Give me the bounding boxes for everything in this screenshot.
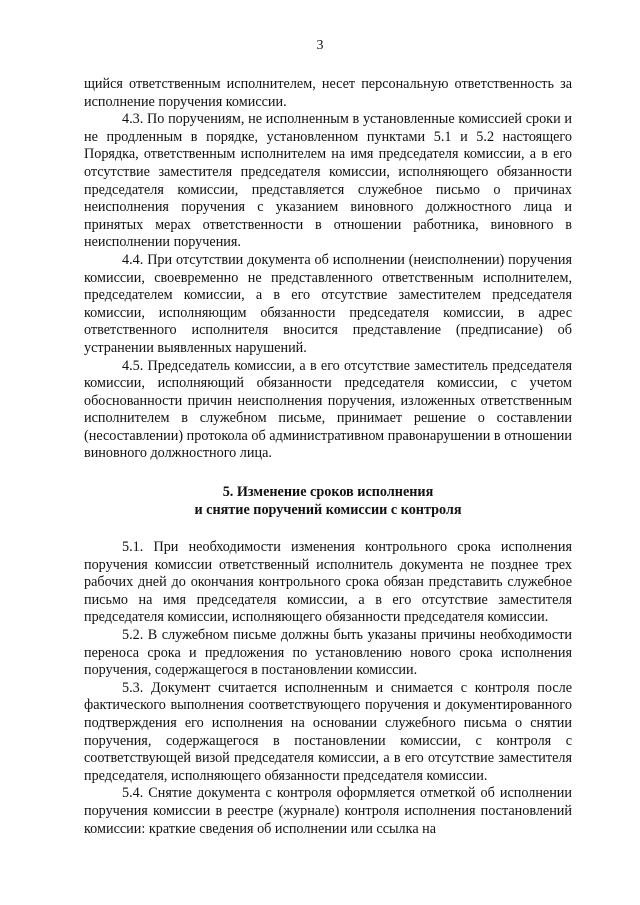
section-heading	[84, 483, 572, 519]
page-number: 3	[316, 38, 324, 53]
document-body	[84, 76, 572, 838]
paragraph-continuation: щийся ответственным исполнителем, несет персональную ответственность за исполнение поручения комиссии.	[84, 76, 572, 110]
paragraph-4-4: 4.4. При отсутствии документа об исполнении (неисполнении) поручения комиссии, своевременно не представленного ответственным исполнителем, председателем комиссии, а в его отсутствие заместителем председателя комиссии, исполняющим обязанности председателя комиссии, в адрес ответственного исполнителя вносится представление (предписание) об устранении выявленных нарушений.	[84, 251, 572, 356]
paragraph-4-3: 4.3. По поручениям, не исполненным в установленные комиссией сроки и не продленным в порядке, установленном пунктами 5.1 и 5.2 настоящего Порядка, ответственным исполнителем на имя председателя комиссии, а в его отсутствие заместителя председателя комиссии, исполняющего обязанности председателя комиссии, представляется служебное письмо о причинах неисполнения поручения с указанием виновного должностного лица и принятых мерах ответственности в отношении работника, виновного в неисполнении поручения.	[84, 111, 572, 251]
section-heading-line-1: 5. Изменение сроков исполнения	[222, 484, 434, 501]
paragraph-5-4: 5.4. Снятие документа с контроля оформляется отметкой об исполнении поручения комиссии в реестре (журнале) контроля исполнения постановлений комиссии: краткие сведения об исполнении или ссылка на	[84, 785, 572, 837]
paragraph-5-1: 5.1. При необходимости изменения контрольного срока исполнения поручения комиссии ответственный исполнитель документа не позднее трех рабочих дней до окончания контрольного срока обязан представить служебное письмо на имя председателя комиссии, а в его отсутствие заместителя председателя комиссии, исполняющего обязанности председателя комиссии.	[84, 539, 572, 626]
paragraph-5-3: 5.3. Документ считается исполненным и снимается с контроля после фактического выполнения соответствующего поручения и документированного подтверждения его исполнения на основании служебного письма о снятии поручения, содержащегося в постановлении комиссии, с контроля с соответствующей визой председателя комиссии, а в его отсутствие заместителя председателя, исполняющего обязанности председателя комиссии.	[84, 679, 572, 784]
paragraph-4-5: 4.5. Председатель комиссии, а в его отсутствие заместитель председателя комиссии, исполняющий обязанности председателя комиссии, с учетом обоснованности причин неисполнения поручения, изложенных ответственным исполнителем в служебном письме, принимает решение о составлении (несоставлении) протокола об административном правонарушении в отношении виновного должностного лица.	[84, 357, 572, 462]
paragraph-5-2: 5.2. В служебном письме должны быть указаны причины необходимости переноса срока и предложения по установлению нового срока исполнения поручения, содержащегося в постановлении комиссии.	[84, 627, 572, 679]
section-heading-line-2: и снятие поручений комиссии с контроля	[194, 502, 462, 519]
